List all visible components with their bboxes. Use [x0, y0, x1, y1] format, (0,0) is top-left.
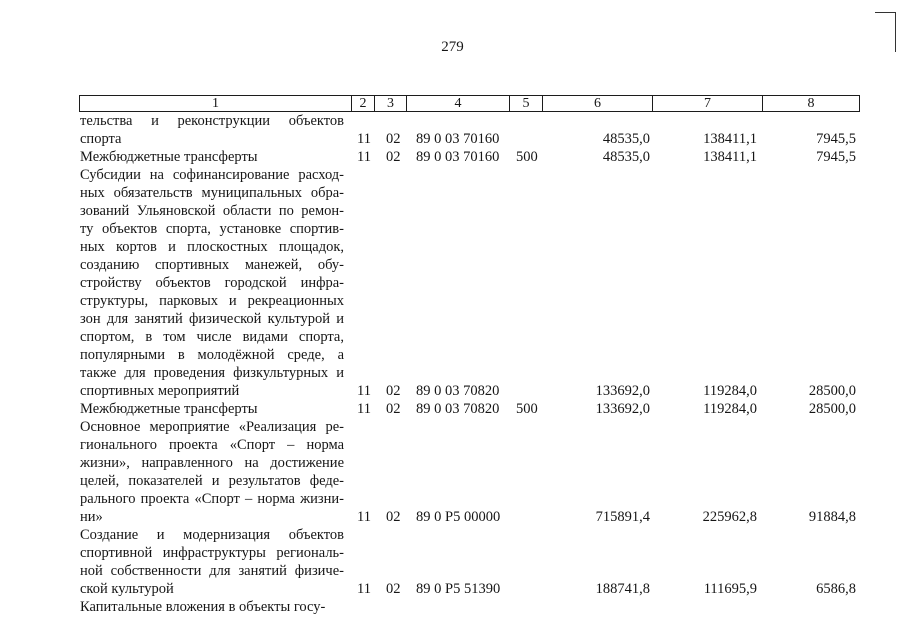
description-line: ных кортов и плоскостных площадок, [80, 239, 344, 255]
description-line: ных обязательств муниципальных обра- [80, 185, 344, 201]
cell-c6: 48535,0 [602, 131, 650, 147]
description-line: популярными в молодёжной среде, а [80, 347, 344, 363]
row-description [80, 148, 344, 166]
cell-c8: 91884,8 [808, 509, 856, 525]
cell-c3: 02 [386, 509, 401, 525]
description-line: тельства и реконструкции объектов [80, 113, 344, 129]
description-line: рального проекта «Спорт – норма жизни- [80, 491, 344, 507]
cell-c3: 02 [386, 383, 401, 399]
header-col-6: 6 [543, 96, 653, 111]
page-number: 279 [441, 39, 464, 55]
description-line: Межбюджетные трансферты [80, 401, 258, 417]
row-description [80, 112, 344, 148]
cell-c5: 500 [516, 401, 538, 417]
cell-c8: 7945,5 [816, 149, 856, 165]
cell-c6: 133692,0 [595, 383, 650, 399]
cell-c4: 89 0 03 70160 [416, 131, 500, 147]
row-description [80, 598, 344, 616]
cell-c8: 7945,5 [816, 131, 856, 147]
cell-c3: 02 [386, 401, 401, 417]
description-line: зований Ульяновской области по ремон- [80, 203, 344, 219]
header-col-2: 2 [352, 96, 375, 111]
description-line: ной собственности для занятий физиче- [80, 563, 344, 579]
description-line: зон для занятий физической культурой и [80, 311, 344, 327]
cell-c8: 28500,0 [808, 383, 856, 399]
cell-c4: 89 0 03 70820 [416, 383, 500, 399]
row-description [80, 166, 344, 400]
cell-c4: 89 0 P5 51390 [416, 581, 501, 597]
cell-c5: 500 [516, 149, 538, 165]
description-line: Основное мероприятие «Реализация ре- [80, 419, 344, 435]
cell-c7: 138411,1 [703, 131, 757, 147]
cell-c2: 11 [357, 509, 371, 525]
row-description [80, 400, 344, 418]
cell-c4: 89 0 03 70160 [416, 149, 500, 165]
cell-c7: 138411,1 [703, 149, 757, 165]
description-line: спортом, в том числе видами спорта, [80, 329, 344, 345]
description-line: Межбюджетные трансферты [80, 149, 258, 165]
cell-c7: 111695,9 [703, 581, 757, 597]
description-line: стройству объектов городской инфра- [80, 275, 344, 291]
row-description [80, 526, 344, 598]
table-header [79, 95, 860, 112]
description-line: также для проведения физкультурных и [80, 365, 344, 381]
description-line: созданию спортивных манежей, обу- [80, 257, 344, 273]
scan-edge-mark [875, 12, 895, 13]
cell-c2: 11 [357, 581, 371, 597]
cell-c7: 119284,0 [703, 383, 757, 399]
cell-c2: 11 [357, 149, 371, 165]
cell-c8: 28500,0 [808, 401, 856, 417]
cell-c6: 188741,8 [595, 581, 650, 597]
cell-c4: 89 0 03 70820 [416, 401, 500, 417]
header-col-7: 7 [653, 96, 763, 111]
description-line: ской культурой [80, 581, 174, 597]
description-line: ту объектов спорта, установке спортив- [80, 221, 344, 237]
scan-edge-mark [895, 12, 896, 52]
cell-c3: 02 [386, 581, 401, 597]
cell-c6: 48535,0 [602, 149, 650, 165]
description-line: спортивной инфраструктуры региональ- [80, 545, 344, 561]
cell-c6: 133692,0 [595, 401, 650, 417]
header-col-8: 8 [807, 96, 815, 111]
cell-c4: 89 0 P5 00000 [416, 509, 501, 525]
description-line: гионального проекта «Спорт – норма [80, 437, 344, 453]
description-line: Субсидии на софинансирование расход- [80, 167, 344, 183]
description-line: целей, показателей и результатов феде- [80, 473, 344, 489]
description-line: Капитальные вложения в объекты госу- [80, 599, 326, 615]
header-col-1: 1 [80, 96, 352, 111]
description-line: Создание и модернизация объектов [80, 527, 344, 543]
description-line: ни» [80, 509, 103, 525]
cell-c7: 225962,8 [702, 509, 757, 525]
header-col-3: 3 [375, 96, 407, 111]
cell-c2: 11 [357, 383, 371, 399]
description-line: жизни», направленного на достижение [80, 455, 344, 471]
cell-c3: 02 [386, 131, 401, 147]
description-line: спорта [80, 131, 122, 147]
cell-c2: 11 [357, 131, 371, 147]
description-line: структуры, парковых и рекреационных [80, 293, 344, 309]
cell-c3: 02 [386, 149, 401, 165]
row-description [80, 418, 344, 526]
header-col-5: 5 [510, 96, 543, 111]
cell-c2: 11 [357, 401, 371, 417]
description-line: спортивных мероприятий [80, 383, 240, 399]
cell-c8: 6586,8 [816, 581, 856, 597]
header-col-4: 4 [407, 96, 510, 111]
cell-c7: 119284,0 [703, 401, 757, 417]
cell-c6: 715891,4 [595, 509, 650, 525]
